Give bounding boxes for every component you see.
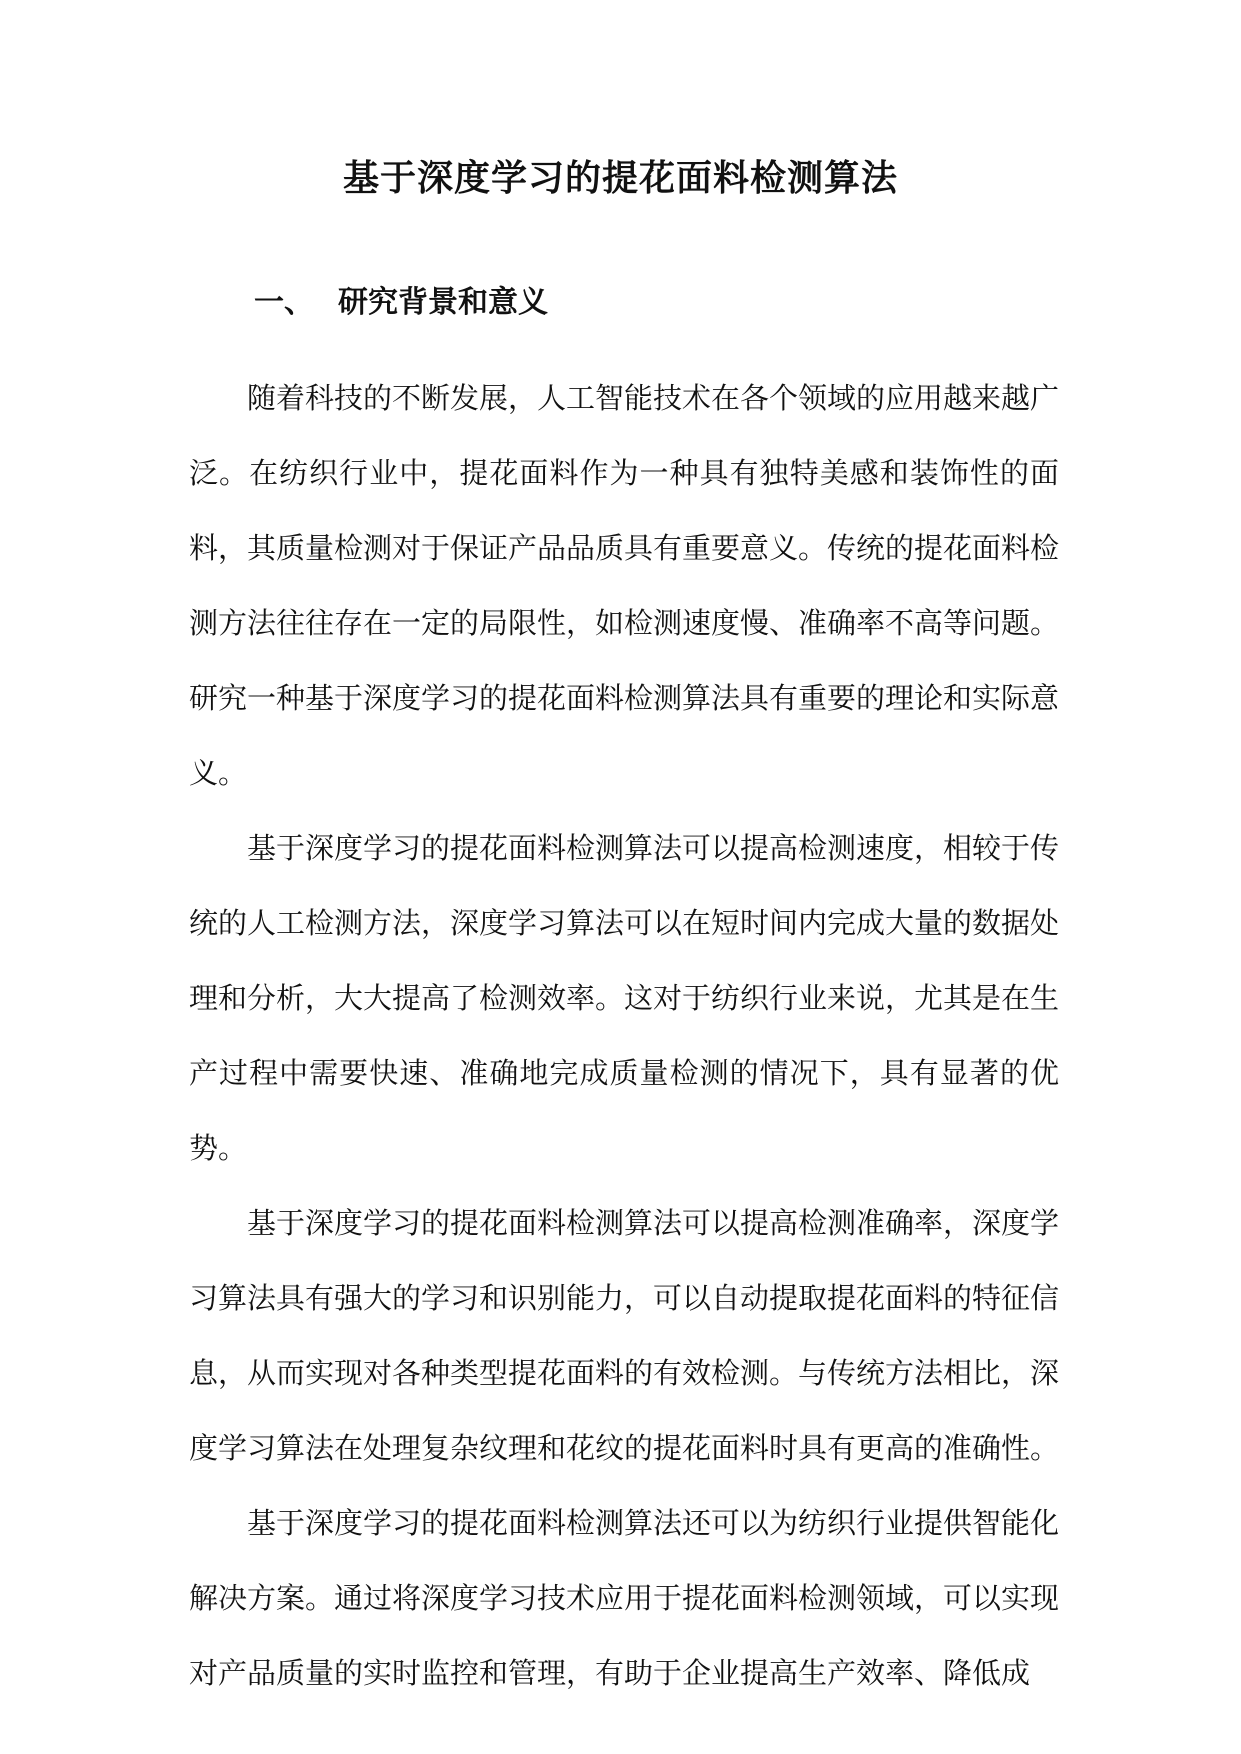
paragraph: 基于深度学习的提花面料检测算法可以提高检测速度，相较于传统的人工检测方法，深度学习算法可以在短时间内完成大量的数据处理和分析，大大提高了检测效率。这对于纺织行业来说，尤其是在生产过程中需要快速、准确地完成质量检测的情况下，具有显著的优势。 — [189, 831, 1060, 1165]
section-title: 研究背景和意义 — [338, 285, 548, 320]
section-number: 一、 — [254, 285, 314, 320]
section-heading — [254, 278, 548, 328]
paragraph: 基于深度学习的提花面料检测算法可以提高检测准确率，深度学习算法具有强大的学习和识别能力，可以自动提取提花面料的特征信息，从而实现对各种类型提花面料的有效检测。与传统方法相比，深度学习算法在处理复杂纹理和花纹的提花面料时具有更高的准确性。 — [189, 1206, 1060, 1465]
document-title: 基于深度学习的提花面料检测算法 — [342, 157, 898, 199]
body-text — [189, 361, 1059, 1711]
paragraph: 基于深度学习的提花面料检测算法还可以为纺织行业提供智能化解决方案。通过将深度学习技术应用于提花面料检测领域，可以实现对产品质量的实时监控和管理，有助于企业提高生产效率、降低成 — [189, 1506, 1060, 1690]
paragraph: 随着科技的不断发展，人工智能技术在各个领域的应用越来越广泛。在纺织行业中，提花面料作为一种具有独特美感和装饰性的面料，其质量检测对于保证产品品质具有重要意义。传统的提花面料检测方法往往存在一定的局限性，如检测速度慢、准确率不高等问题。研究一种基于深度学习的提花面料检测算法具有重要的理论和实际意义。 — [189, 381, 1060, 790]
